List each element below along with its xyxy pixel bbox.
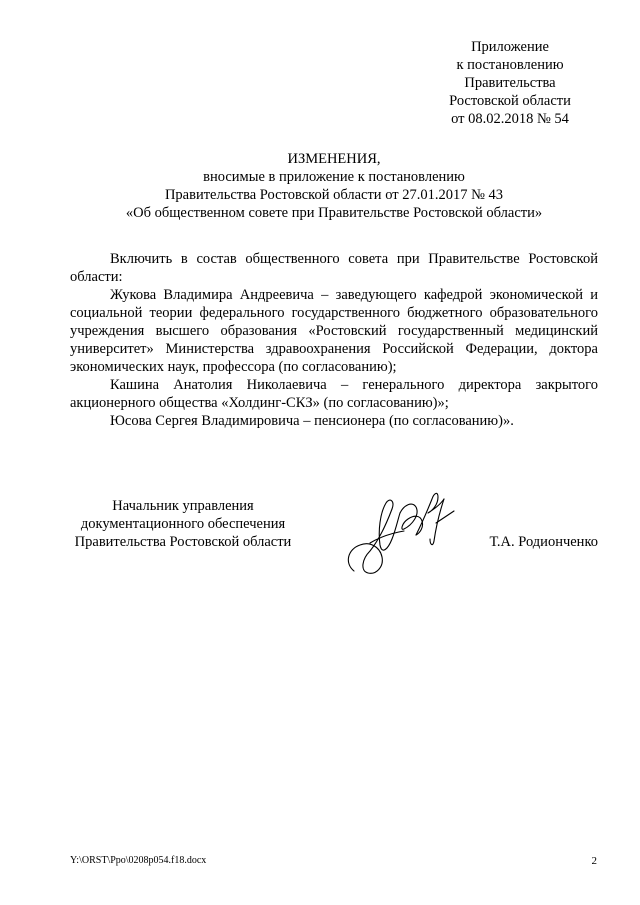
position-line: документационного обеспечения bbox=[80, 516, 286, 532]
appendix-line: от 08.02.2018 № 54 bbox=[451, 111, 569, 127]
body-paragraph: Жукова Владимира Андреевича – заведующего кафедрой экономической и социальной теории федерального государственного бюджетного образовательного учреждения высшего образования «Ростовский государственный медицинский университет» Министерства здравоохранения Российской Федерации, доктора экономических наук, профессора (по согласованию); bbox=[70, 287, 598, 375]
position-line: Правительства Ростовской области bbox=[74, 534, 292, 550]
appendix-line: Правительства bbox=[464, 75, 556, 91]
document-title bbox=[70, 150, 598, 222]
body-paragraph: Включить в состав общественного совета при Правительстве Ростовской области: bbox=[70, 251, 598, 285]
appendix-note bbox=[420, 38, 600, 128]
title-heading: ИЗМЕНЕНИЯ, bbox=[287, 151, 381, 167]
title-line: Правительства Ростовской области от 27.01.2017 № 43 bbox=[164, 187, 504, 203]
body-paragraph: Юсова Сергея Владимировича – пенсионера (по согласованию)». bbox=[110, 413, 514, 429]
title-line: вносимые в приложение к постановлению bbox=[203, 169, 465, 185]
appendix-line: Приложение bbox=[471, 39, 549, 55]
signatory-position bbox=[70, 497, 296, 551]
document-body bbox=[70, 250, 598, 430]
appendix-line: Ростовской области bbox=[449, 93, 571, 109]
page-number: 2 bbox=[591, 855, 597, 867]
appendix-line: к постановлению bbox=[456, 57, 564, 73]
file-path: Y:\ORST\Ppo\0208p054.f18.docx bbox=[70, 855, 207, 866]
body-paragraph: Кашина Анатолия Николаевича – генерального директора закрытого акционерного общества «Холдинг-СКЗ» (по согласованию)»; bbox=[70, 377, 598, 411]
handwritten-signature bbox=[340, 483, 460, 578]
position-line: Начальник управления bbox=[112, 498, 254, 514]
title-line: «Об общественном совете при Правительстве Ростовской области» bbox=[125, 205, 543, 221]
signatory-name: Т.А. Родионченко bbox=[489, 534, 598, 550]
